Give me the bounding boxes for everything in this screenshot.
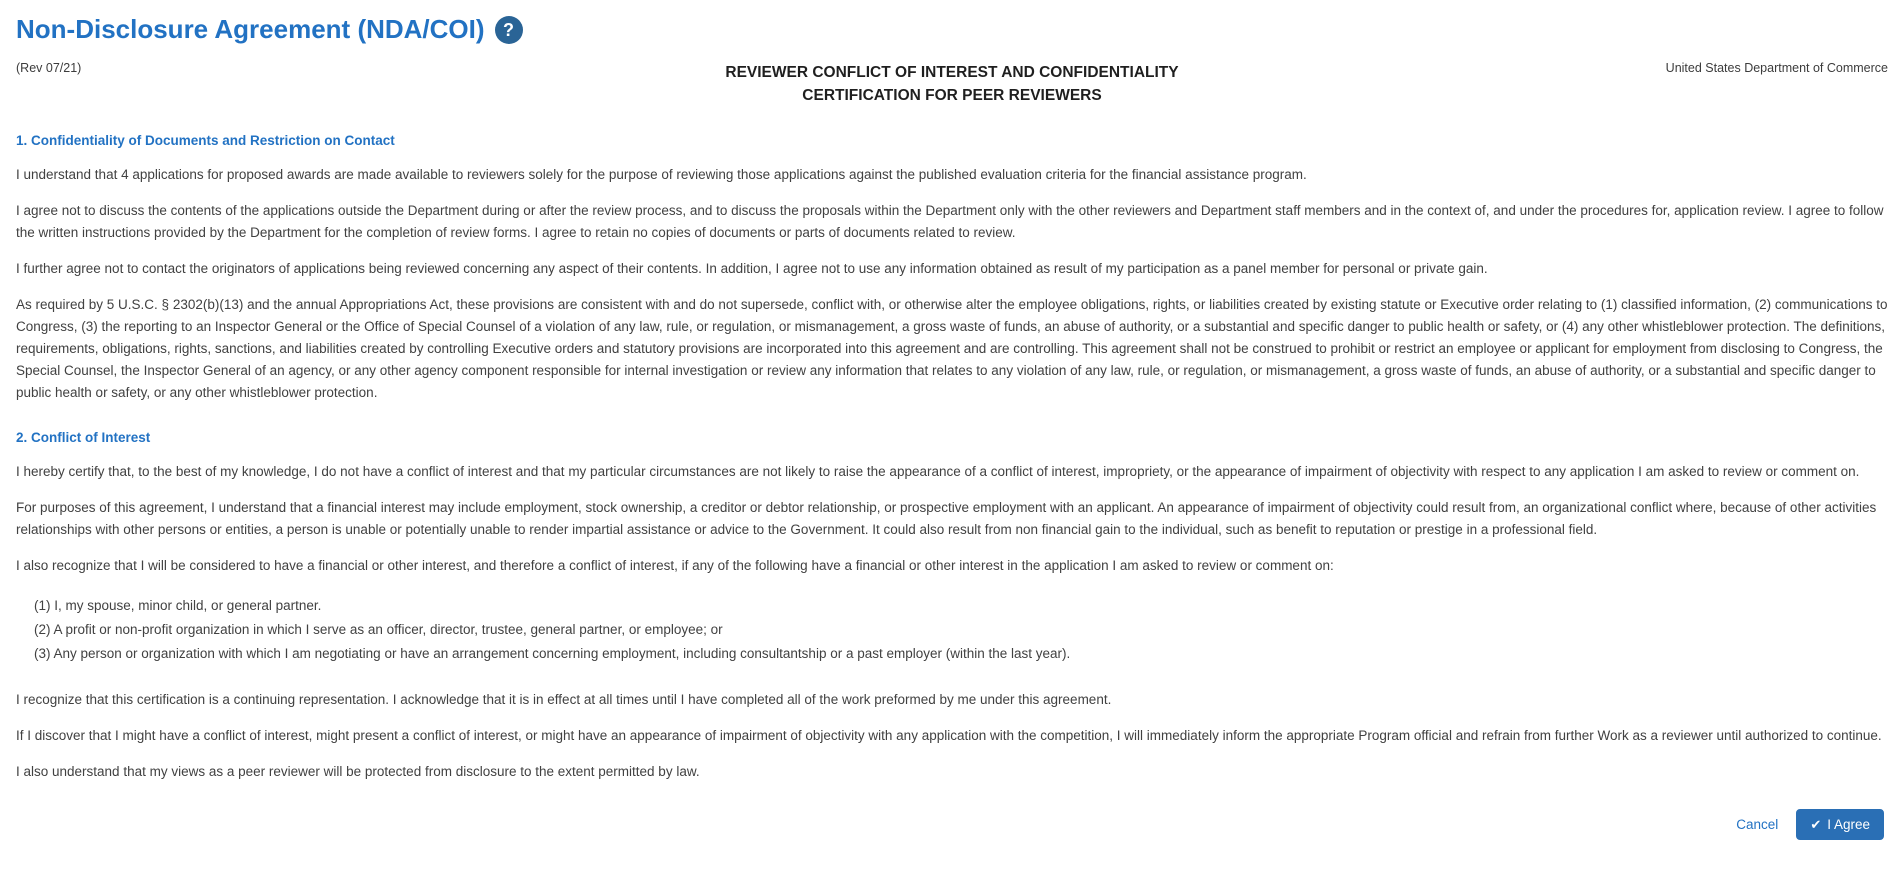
help-icon[interactable]: ? [495,16,523,44]
section1-heading: 1. Confidentiality of Documents and Restriction on Contact [16,133,395,148]
agree-button-label: I Agree [1827,817,1870,832]
section1-paragraph: I understand that 4 applications for proposed awards are made available to reviewers solely for the purpose of reviewing those applications against the published evaluation criteria for the financial assistance program. [16,167,1307,182]
interest-list [16,595,1888,665]
check-icon: ✔ [1810,817,1822,832]
document-heading [16,61,1888,107]
section1-paragraph: I further agree not to contact the originators of applications being reviewed concerning any aspect of their contents. In addition, I agree not to use any information obtained as result of my participation as a panel member for personal or private gain. [16,261,1488,276]
section2-paragraph: If I discover that I might have a conflict of interest, might present a conflict of interest, or might have an appearance of impairment of objectivity with any application with the competition, I will immediately inform the appropriate Program official and refrain from further Work as a reviewer until authorized to continue. [16,728,1882,743]
section2-heading: 2. Conflict of Interest [16,430,151,445]
agree-button[interactable] [1796,809,1884,840]
section2-paragraph: I also recognize that I will be considered to have a financial or other interest, and therefore a conflict of interest, if any of the following have a financial or other interest in the application I am asked to review or comment on: [16,558,1334,573]
section1-paragraph: As required by 5 U.S.C. § 2302(b)(13) and the annual Appropriations Act, these provisions are consistent with and do not supersede, conflict with, or otherwise alter the employee obligations, rights, or liabilities created by existing statute or Executive order relating to (1) classified information, (2) communications to Congress, (3) the reporting to an Inspector General or the Office of Special Counsel of a violation of any law, rule, or regulation, or mismanagement, a gross waste of funds, an abuse of authority, or a substantial and specific danger to public health or safety, or (4) any other whistleblower protection. The definitions, requirements, obligations, rights, sanctions, and liabilities created by controlling Executive orders and statutory provisions are incorporated into this agreement and are controlling. This agreement shall not be construed to prohibit or restrict an employee or applicant for employment from disclosing to Congress, the Special Counsel, the Inspector General of an agency, or any other agency component responsible for internal investigation or review any information that relates to any violation of any law, rule, or regulation, or mismanagement, a gross waste of funds, an abuse of authority, or a substantial and specific danger to public health or safety, or any other whistleblower protection. [16,297,1888,400]
list-item: (1) I, my spouse, minor child, or general partner. [34,598,322,613]
revision-label: (Rev 07/21) [16,61,82,75]
cancel-button[interactable]: Cancel [1736,817,1779,832]
section2-paragraph: For purposes of this agreement, I understand that a financial interest may include employment, stock ownership, a creditor or debtor relationship, or prospective employment with an applicant. An appearance of impairment of objectivity could result from, an organizational conflict where, because of other activities relationships with other persons or entities, a person is unable or potentially unable to render impartial assistance or advice to the Government. It could also result from non financial gain to the individual, such as benefit to reputation or prestige in a professional field. [16,500,1877,537]
document-heading-line1: REVIEWER CONFLICT OF INTEREST AND CONFIDENTIALITY [725,64,1179,81]
section1-paragraph: I agree not to discuss the contents of the applications outside the Department during or after the review process, and to discuss the proposals within the Department only with the other reviewers and Department staff members and in the context of, and under the procedures for, application review. I agree to follow the written instructions provided by the Department for the completion of review forms. I agree to retain no copies of documents or parts of documents related to review. [16,203,1884,240]
document-heading-line2: CERTIFICATION FOR PEER REVIEWERS [802,87,1102,104]
agency-label: United States Department of Commerce [1665,61,1888,75]
page-title: Non-Disclosure Agreement (NDA/COI) [16,14,485,44]
section2-paragraph: I hereby certify that, to the best of my knowledge, I do not have a conflict of interest and that my particular circumstances are not likely to raise the appearance of a conflict of interest, impropriety, or the appearance of impairment of objectivity with respect to any application I am asked to review or comment on. [16,464,1860,479]
list-item: (3) Any person or organization with which I am negotiating or have an arrangement concerning employment, including consultantship or a past employer (within the last year). [34,646,1071,661]
agreement-body [16,133,1888,783]
list-item: (2) A profit or non-profit organization in which I serve as an officer, director, trustee, general partner, or employee; or [34,622,723,637]
title-row [16,14,1888,45]
section2-paragraph: I recognize that this certification is a continuing representation. I acknowledge that it is in effect at all times until I have completed all of the work preformed by me under this agreement. [16,692,1112,707]
footer-actions [16,809,1888,840]
section2-paragraph: I also understand that my views as a peer reviewer will be protected from disclosure to the extent permitted by law. [16,764,700,779]
